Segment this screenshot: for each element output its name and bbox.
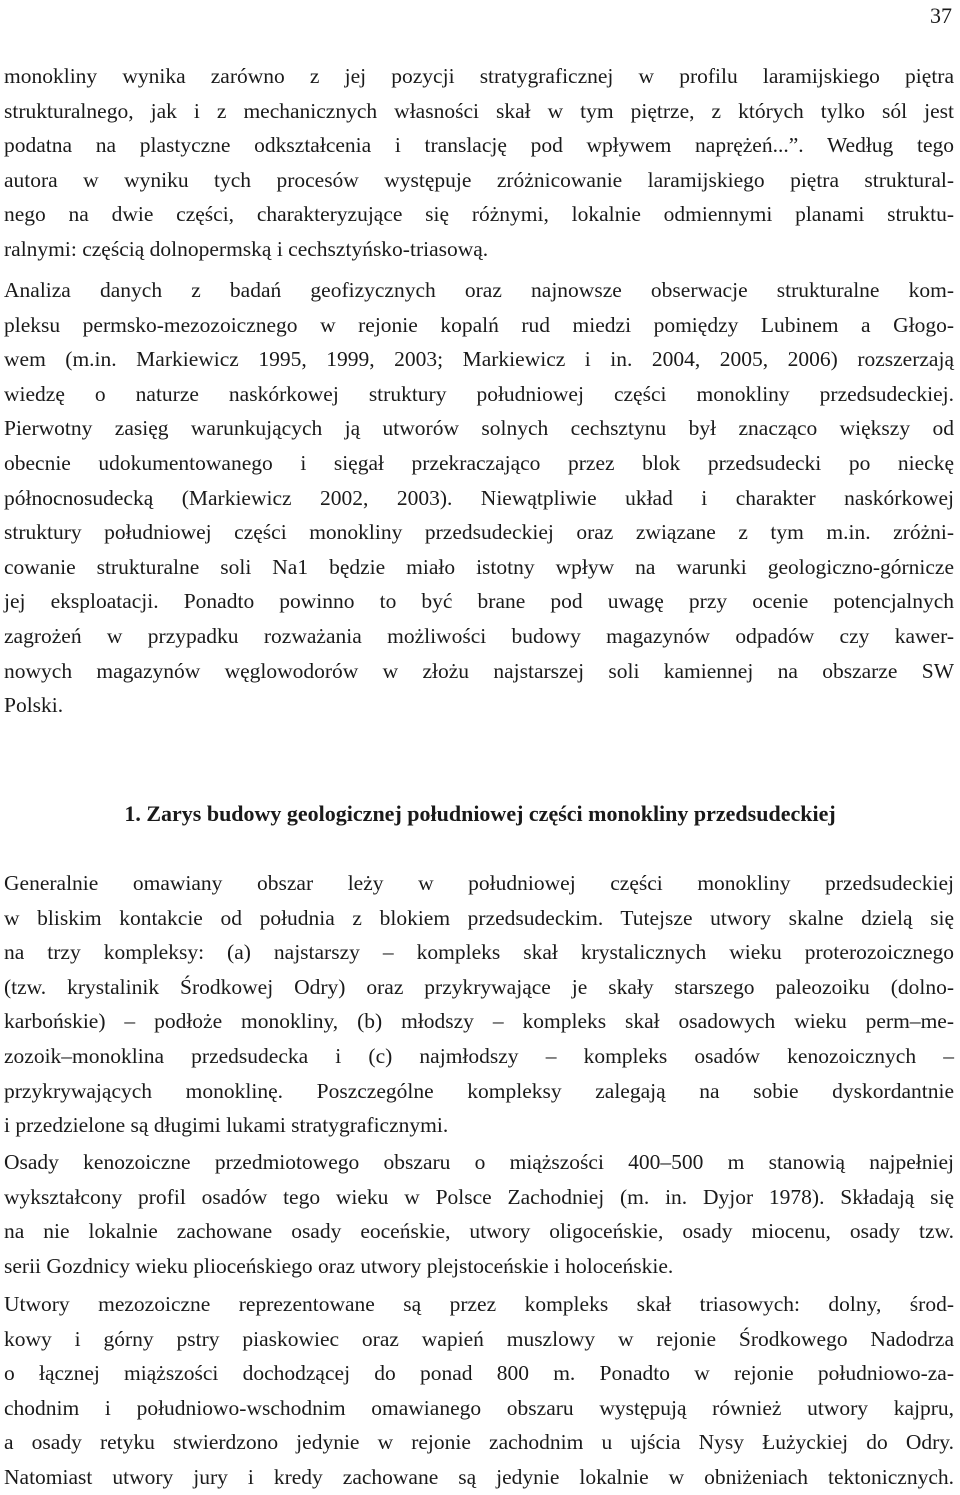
text-line: wykształcony profil osadów tego wieku w Polsce Zachodniej (m. in. Dyjor 1978). Składają się bbox=[4, 1184, 954, 1209]
text-line: kowy i górny pstry piaskowiec oraz wapień muszlowy w rejonie Środkowego Nadodrza bbox=[4, 1326, 954, 1351]
text-line: podatna na plastyczne odkształcenia i translację pod wpływem naprężeń...”. Według tego bbox=[4, 133, 954, 158]
text-line: Polski. bbox=[4, 693, 64, 718]
text-line: a osady retyku stwierdzono jedynie w rejonie zachodnim u ujścia Nysy Łużyckiej do Odry. bbox=[4, 1430, 954, 1455]
text-line: nowych magazynów węglowodorów w złożu najstarszej soli kamiennej na obszarze SW bbox=[4, 658, 954, 683]
text-line: nego na dwie części, charakteryzujące się różnymi, lokalnie odmiennymi planami struktu- bbox=[4, 202, 954, 227]
text-line: serii Gozdnicy wieku plioceńskiego oraz utwory plejstoceńskie i holoceńskie. bbox=[4, 1253, 674, 1278]
text-line: w bliskim kontakcie od południa z blokiem przedsudeckim. Tutejsze utwory skalne dzielą się bbox=[4, 905, 954, 930]
text-line: autora w wyniku tych procesów występuje zróżnicowanie laramijskiego piętra struktural- bbox=[4, 167, 954, 192]
text-line: na nie lokalnie zachowane osady eoceńskie, utwory oligoceńskie, osady miocenu, osady tzw. bbox=[4, 1219, 954, 1244]
text-line: i przedzielone są długimi lukami stratygraficznymi. bbox=[4, 1113, 449, 1138]
text-line: karbońskie) – podłoże monokliny, (b) młodszy – kompleks skał osadowych wieku perm–me- bbox=[4, 1009, 954, 1034]
text-line: przykrywających monoklinę. Poszczególne kompleksy zalegają na sobie dyskordantnie bbox=[4, 1078, 954, 1103]
text-line: Osady kenozoiczne przedmiotowego obszaru o miąższości 400–500 m stanowią najpełniej bbox=[4, 1150, 954, 1174]
text-line: północnosudecką (Markiewicz 2002, 2003). Niewątpliwie układ i charakter naskórkowej bbox=[4, 485, 954, 510]
page-number: 37 bbox=[930, 3, 952, 28]
text-line: o łącznej miąższości dochodzącej do ponad 800 m. Ponadto w rejonie południowo-za- bbox=[4, 1361, 954, 1386]
text-line: Generalnie omawiany obszar leży w południowej części monokliny przedsudeckiej bbox=[4, 871, 954, 895]
section-heading: 1. Zarys budowy geologicznej południowej części monokliny przedsudeckiej bbox=[124, 801, 836, 826]
paragraph-5 bbox=[4, 1287, 954, 1495]
text-line: wem (m.in. Markiewicz 1995, 1999, 2003; Markiewicz i in. 2004, 2005, 2006) rozszerzają bbox=[4, 347, 954, 372]
text-line: (tzw. krystalinik Środkowej Odry) oraz przykrywające je skały starszego paleozoiku (dolno- bbox=[4, 974, 954, 999]
text-line: strukturalnego, jak i z mechanicznych własności skał w tym piętrze, z których tylko sól jest bbox=[4, 98, 954, 123]
text-line: struktury południowej części monokliny przedsudeckiej oraz związane z tym m.in. zróżni- bbox=[4, 520, 954, 545]
text-line: pleksu permsko-mezozoicznego w rejonie kopalń rud miedzi pomiędzy Lubinem a Głogo- bbox=[4, 312, 954, 337]
text-line: zagrożeń w przypadku rozważania możliwości budowy magazynów odpadów czy kawer- bbox=[4, 623, 954, 648]
text-line: wiedzę o naturze naskórkowej struktury południowej części monokliny przedsudeckiej. bbox=[4, 381, 954, 406]
text-line: obecnie udokumentowanego i sięgał przekraczająco przez blok przedsudecki po nieckę bbox=[4, 450, 954, 475]
paragraph-4 bbox=[4, 1145, 954, 1283]
text-line: ralnymi: częścią dolnopermską i cechsztyńsko-triasową. bbox=[4, 236, 489, 261]
text-line: Analiza danych z badań geofizycznych oraz najnowsze obserwacje strukturalne kom- bbox=[4, 278, 954, 302]
text-line: cowanie strukturalne soli Na1 będzie miało istotny wpływ na warunki geologiczno-górnicze bbox=[4, 554, 954, 579]
text-line: chodnim i południowo-wschodnim omawianego obszaru występują również utwory kajpru, bbox=[4, 1395, 954, 1420]
text-line: na trzy kompleksy: (a) najstarszy – kompleks skał krystalicznych wieku proterozoicznego bbox=[4, 940, 954, 965]
text-line: jej eksploatacji. Ponadto powinno to być brane pod uwagę przy ocenie potencjalnych bbox=[4, 589, 954, 614]
text-line: zozoik–monoklina przedsudecka i (c) najmłodszy – kompleks osadów kenozoicznych – bbox=[4, 1043, 954, 1068]
text-line: Utwory mezozoiczne reprezentowane są przez kompleks skał triasowych: dolny, środ- bbox=[4, 1292, 954, 1316]
text-line: Pierwotny zasięg warunkujących ją utworów solnych cechsztynu był znacząco większy od bbox=[4, 416, 954, 441]
text-line: monokliny wynika zarówno z jej pozycji stratygraficznej w profilu laramijskiego piętra bbox=[4, 64, 954, 88]
paragraph-2 bbox=[4, 273, 954, 723]
paragraph-1 bbox=[4, 59, 954, 267]
paragraph-3 bbox=[4, 866, 954, 1143]
text-line: Natomiast utwory jury i kredy zachowane są jedynie lokalnie w obniżeniach tektonicznych. bbox=[4, 1464, 954, 1489]
